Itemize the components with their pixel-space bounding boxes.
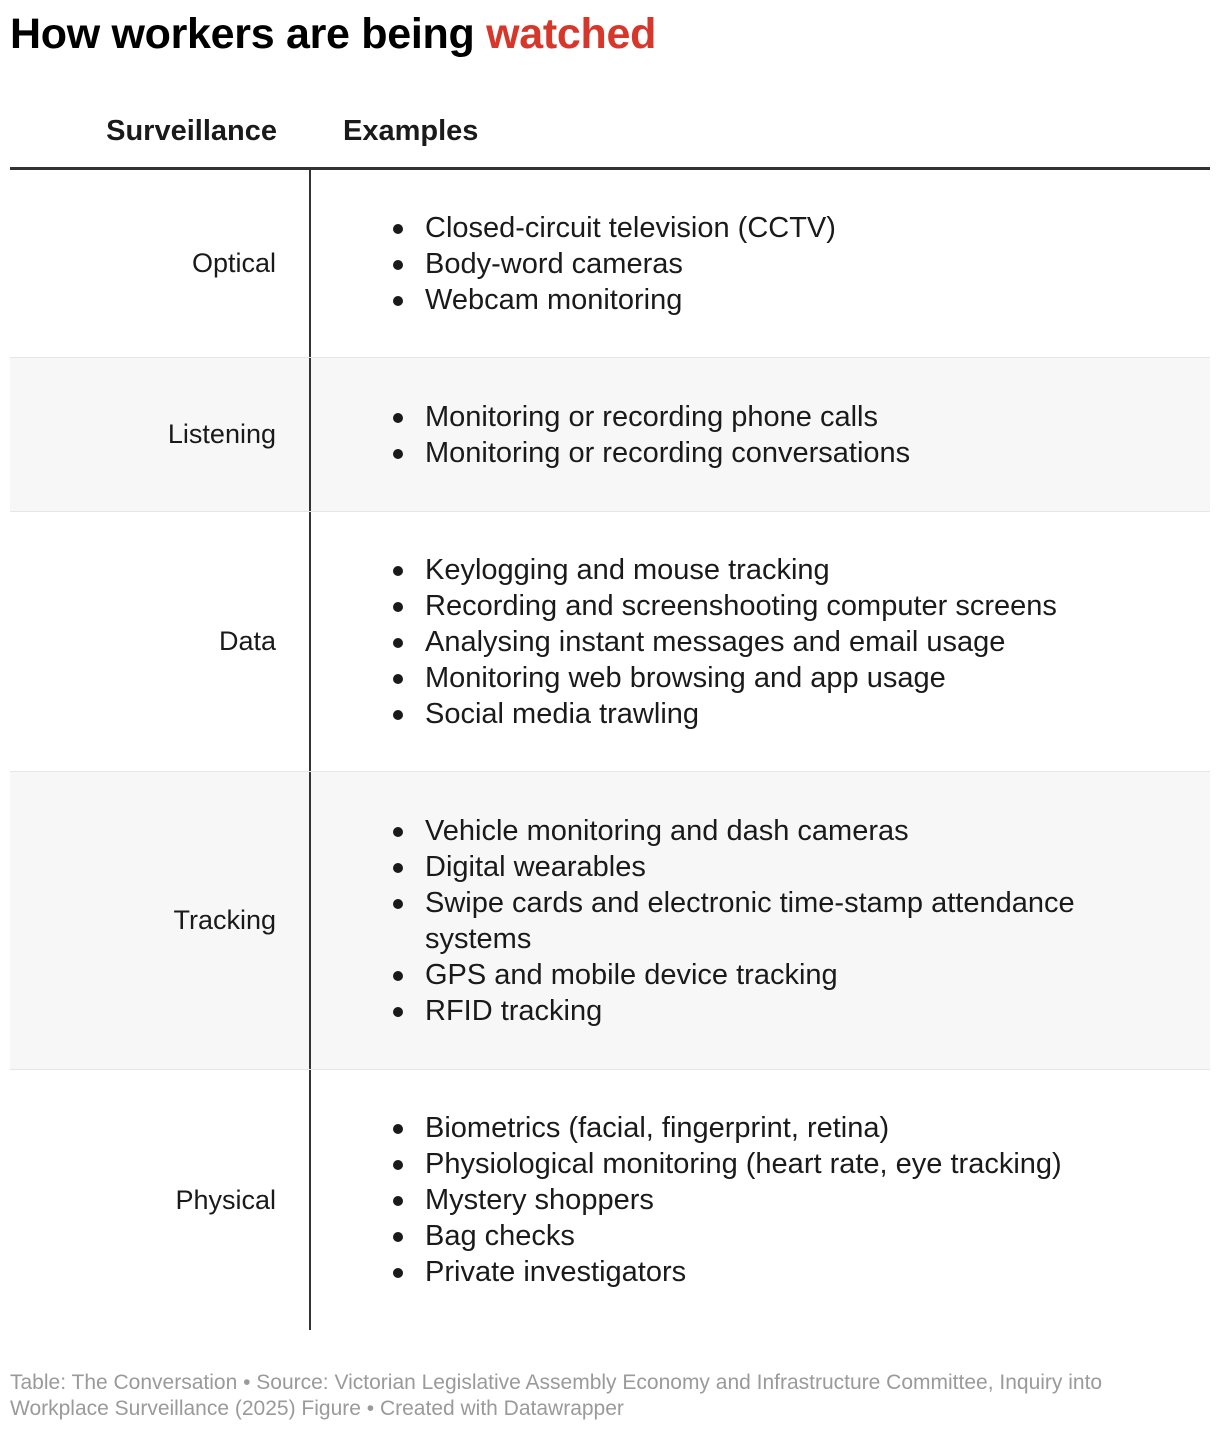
chart-title-accent: watched: [486, 10, 657, 58]
row-category: Physical: [10, 1070, 311, 1330]
table-row: [10, 772, 1210, 1070]
row-examples: [311, 1070, 1210, 1330]
list-item: Bag checks: [389, 1218, 1062, 1254]
chart-title: [10, 8, 656, 60]
list-item: Analysing instant messages and email usage: [389, 624, 1057, 660]
row-examples: [311, 358, 1210, 511]
list-item: Monitoring or recording phone calls: [389, 399, 910, 435]
list-item: Private investigators: [389, 1254, 1062, 1290]
table-row: [10, 512, 1210, 772]
list-item: Monitoring or recording conversations: [389, 435, 910, 471]
row-category: Optical: [10, 170, 311, 357]
list-item: Vehicle monitoring and dash cameras: [389, 813, 1129, 849]
column-header-examples: Examples: [343, 115, 479, 147]
list-item: Biometrics (facial, fingerprint, retina): [389, 1110, 1062, 1146]
list-item: Swipe cards and electronic time-stamp attendance systems: [389, 885, 1129, 957]
list-item: Physiological monitoring (heart rate, eye tracking): [389, 1146, 1062, 1182]
table-row: [10, 1070, 1210, 1330]
table-row: [10, 358, 1210, 512]
examples-list: [389, 210, 836, 318]
table-row: [10, 170, 1210, 358]
list-item: Digital wearables: [389, 849, 1129, 885]
list-item: Mystery shoppers: [389, 1182, 1062, 1218]
surveillance-table: [10, 96, 1210, 1330]
row-category: Data: [10, 512, 311, 771]
examples-list: [389, 1110, 1062, 1290]
row-examples: [311, 512, 1210, 771]
examples-list: [389, 813, 1129, 1029]
list-item: Recording and screenshooting computer screens: [389, 588, 1057, 624]
column-header-surveillance: Surveillance: [106, 115, 277, 147]
table-header: [10, 96, 1210, 170]
list-item: Keylogging and mouse tracking: [389, 552, 1057, 588]
list-item: Body-word cameras: [389, 246, 836, 282]
table-body: [10, 170, 1210, 1330]
list-item: Webcam monitoring: [389, 282, 836, 318]
list-item: Social media trawling: [389, 696, 1057, 732]
row-category: Tracking: [10, 772, 311, 1069]
row-examples: [311, 772, 1210, 1069]
list-item: RFID tracking: [389, 993, 1129, 1029]
chart-footer: Table: The Conversation • Source: Victorian Legislative Assembly Economy and Infrastructure Committee, Inquiry into Workplace Surveillance (2025) Figure • Created with Datawrapper: [10, 1371, 1103, 1420]
row-category: Listening: [10, 358, 311, 511]
list-item: GPS and mobile device tracking: [389, 957, 1129, 993]
examples-list: [389, 552, 1057, 732]
examples-list: [389, 399, 910, 471]
row-examples: [311, 170, 1210, 357]
list-item: Monitoring web browsing and app usage: [389, 660, 1057, 696]
list-item: Closed-circuit television (CCTV): [389, 210, 836, 246]
chart-title-main: How workers are being: [10, 10, 475, 58]
